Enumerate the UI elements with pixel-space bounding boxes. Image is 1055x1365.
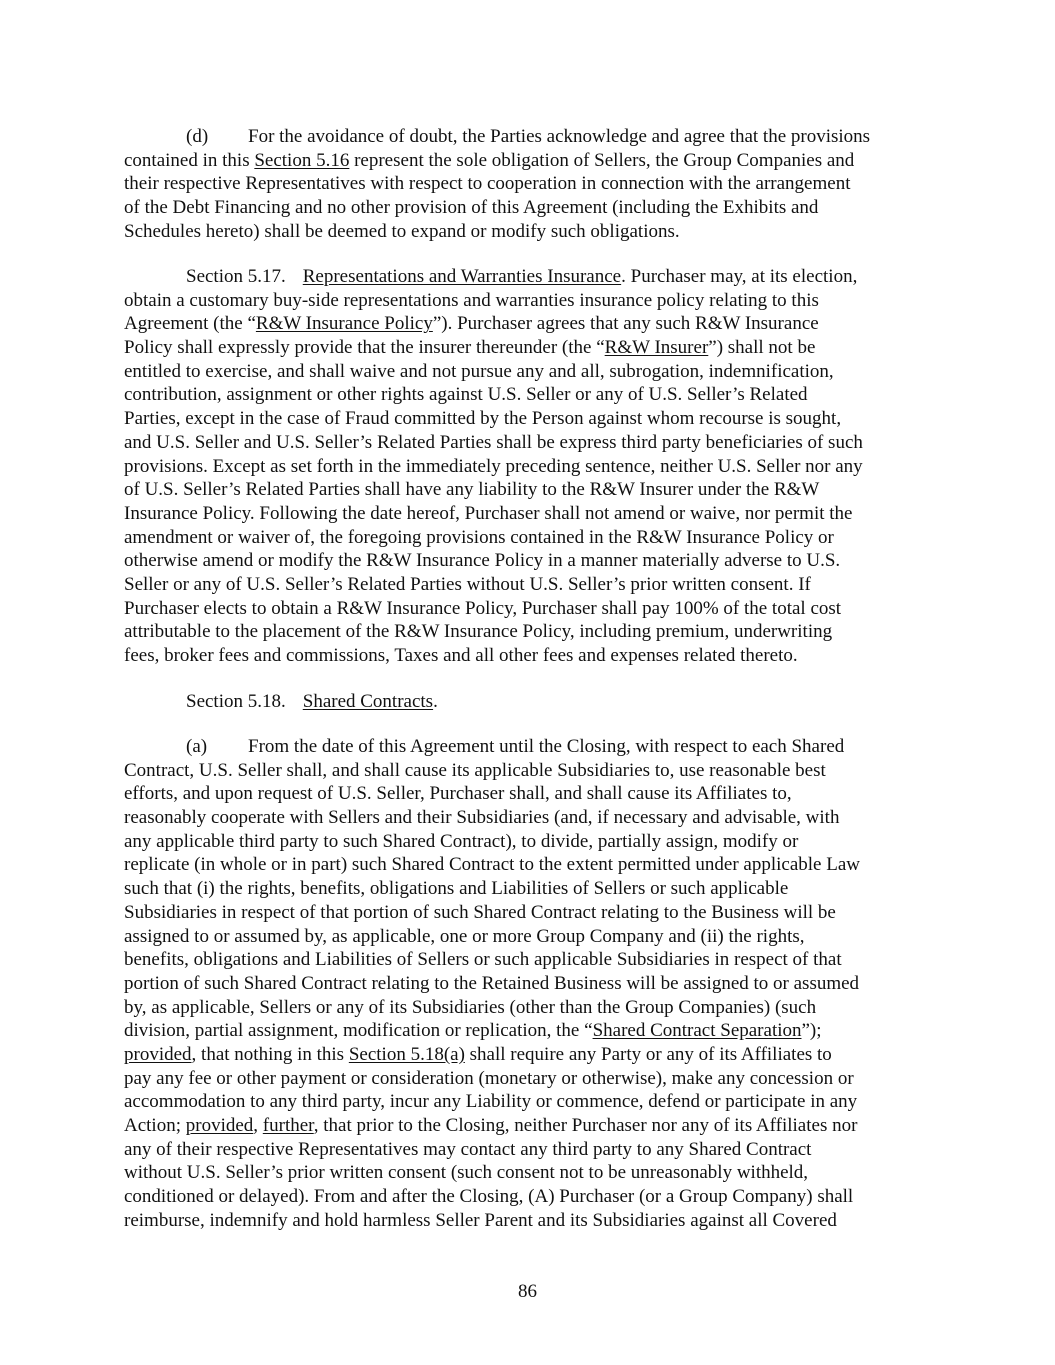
paragraph-d-line: their respective Representatives with respect to cooperation in connection with the arrangement	[124, 173, 851, 195]
section-5-17-line: Agreement (the “R&W Insurance Policy”). Purchaser agrees that any such R&W Insurance	[124, 313, 819, 335]
defined-term: R&W Insurance Policy	[255, 313, 433, 335]
paragraph-d-line: contained in this Section 5.16 represent the sole obligation of Sellers, the Group Companies and	[124, 149, 855, 171]
section-number: Section 5.18.	[186, 691, 286, 712]
section-heading: Representations and Warranties Insurance	[302, 266, 622, 287]
paragraph-marker: (d)	[186, 126, 209, 147]
section-5-17-line: provisions. Except as set forth in the immediately preceding sentence, neither U.S. Seller nor any	[124, 455, 863, 477]
paragraph-a-line: such that (i) the rights, benefits, obligations and Liabilities of Sellers or such applicable	[124, 878, 789, 900]
section-5-17-line: entitled to exercise, and shall waive and not pursue any and all, subrogation, indemnification,	[124, 360, 834, 382]
proviso-term: provided	[124, 1043, 192, 1065]
section-5-18-line: Section 5.18. Shared Contracts.	[186, 691, 438, 712]
paragraph-a-line: by, as applicable, Sellers or any of its Subsidiaries (other than the Group Companies) (such	[124, 996, 817, 1018]
paragraph-marker: (a)	[186, 736, 208, 757]
section-5-16-reference: Section 5.16	[254, 149, 350, 171]
section-5-17-line: and U.S. Seller and U.S. Seller’s Related Parties shall be express third party beneficiaries of such	[124, 431, 863, 453]
section-5-17-line: contribution, assignment or other rights against U.S. Seller or any of U.S. Seller’s Related	[124, 384, 808, 406]
section-5-17-line: obtain a customary buy-side representations and warranties insurance policy relating to this	[124, 289, 819, 311]
proviso-term: provided	[185, 1115, 254, 1136]
paragraph-a-line: reimburse, indemnify and hold harmless Seller Parent and its Subsidiaries against all Covered	[124, 1209, 837, 1231]
section-5-17-line: of U.S. Seller’s Related Parties shall have any liability to the R&W Insurer under the R&W	[124, 479, 820, 501]
defined-term: Shared Contract Separation	[592, 1020, 802, 1042]
page-number: 86	[518, 1281, 537, 1302]
section-5-17-line: otherwise amend or modify the R&W Insurance Policy in a manner materially adverse to U.S.	[124, 550, 841, 572]
section-5-17	[124, 265, 938, 668]
proviso-term: further	[262, 1115, 314, 1136]
paragraph-a-line: pay any fee or other payment or consideration (monetary or otherwise), make any concession or	[124, 1067, 854, 1089]
paragraph-d-line: Schedules hereto) shall be deemed to expand or modify such obligations.	[124, 220, 680, 242]
paragraph-d	[124, 125, 938, 243]
paragraph-a-line: Contract, U.S. Seller shall, and shall cause its applicable Subsidiaries to, use reasonable best	[124, 759, 826, 781]
paragraph-a-line: accommodation to any third party, incur any Liability or commence, defend or participate in any	[124, 1091, 858, 1113]
paragraph-a-line: any of their respective Representatives may contact any third party to any Shared Contract	[124, 1138, 812, 1160]
paragraph-a-line: conditioned or delayed). From and after the Closing, (A) Purchaser (or a Group Company) shall	[124, 1186, 854, 1208]
paragraph-a-line: provided, that nothing in this Section 5.18(a) shall require any Party or any of its Affiliates to	[124, 1043, 832, 1065]
section-5-17-line: attributable to the placement of the R&W Insurance Policy, including premium, underwriting	[124, 621, 833, 643]
section-5-17-line: Insurance Policy. Following the date hereof, Purchaser shall not amend or waive, nor permit the	[124, 502, 853, 524]
section-5-17-line: Seller or any of U.S. Seller’s Related Parties without U.S. Seller’s prior written consent. If	[124, 573, 811, 595]
section-5-17-line: Parties, except in the case of Fraud committed by the Person against whom recourse is sought,	[124, 408, 842, 430]
section-5-17-line: amendment or waiver of, the foregoing provisions contained in the R&W Insurance Policy or	[124, 526, 834, 548]
section-5-17-line: fees, broker fees and commissions, Taxes and all other fees and expenses related thereto.	[124, 645, 798, 666]
paragraph-d-line: (d) For the avoidance of doubt, the Parties acknowledge and agree that the provisions	[186, 126, 871, 147]
paragraph-a-line: Action; provided, further, that prior to the Closing, neither Purchaser nor any of its Affiliates nor	[124, 1115, 858, 1136]
paragraph-a-line: assigned to or assumed by, as applicable, one or more Group Company and (ii) the rights,	[124, 925, 805, 947]
paragraph-a-line: division, partial assignment, modification or replication, the “Shared Contract Separation”);	[124, 1020, 822, 1042]
paragraph-a-line: portion of such Shared Contract relating to the Retained Business will be assigned to or assumed	[124, 972, 860, 994]
paragraph-a-line: replicate (in whole or in part) such Shared Contract to the extent permitted under applicable Law	[124, 854, 860, 876]
section-5-17-line: Policy shall expressly provide that the insurer thereunder (the “R&W Insurer”) shall not be	[124, 337, 816, 359]
section-5-17-line: Section 5.17. Representations and Warranties Insurance. Purchaser may, at its election,	[186, 266, 858, 287]
paragraph-d-line: of the Debt Financing and no other provision of this Agreement (including the Exhibits and	[124, 197, 819, 219]
paragraph-a-line: reasonably cooperate with Sellers and their Subsidiaries (and, if necessary and advisable, with	[124, 807, 840, 829]
section-heading: Shared Contracts	[302, 691, 434, 712]
section-5-18a-reference: Section 5.18(a)	[348, 1043, 465, 1065]
paragraph-a-line: efforts, and upon request of U.S. Seller, Purchaser shall, and shall cause its Affiliates to,	[124, 783, 792, 805]
paragraph-a-line: any applicable third party to such Shared Contract), to divide, partially assign, modify or	[124, 830, 799, 852]
paragraph-a-line: (a) From the date of this Agreement until the Closing, with respect to each Shared	[186, 736, 845, 757]
paragraph-a-line: Subsidiaries in respect of that portion of such Shared Contract relating to the Business will be	[124, 901, 836, 923]
section-number: Section 5.17.	[186, 266, 286, 287]
paragraph-a	[124, 735, 938, 1232]
section-5-18	[124, 690, 938, 714]
defined-term: R&W Insurer	[604, 337, 709, 359]
section-5-17-line: Purchaser elects to obtain a R&W Insurance Policy, Purchaser shall pay 100% of the total cost	[124, 597, 842, 619]
paragraph-a-line: without U.S. Seller’s prior written consent (such consent not to be unreasonably withheld,	[124, 1162, 809, 1184]
paragraph-a-line: benefits, obligations and Liabilities of Sellers or such applicable Subsidiaries in respect of that	[124, 949, 842, 971]
